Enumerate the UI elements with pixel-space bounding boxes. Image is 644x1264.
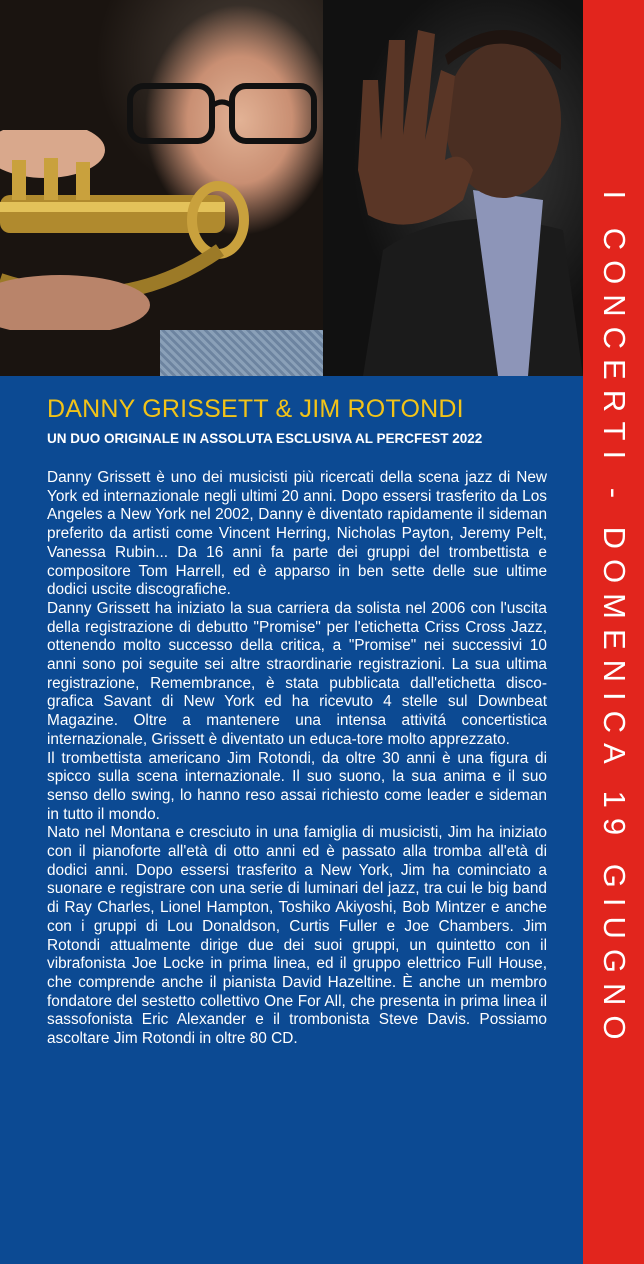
sidebar-date-text: I CONCERTI - DOMENICA 19 GIUGNO (596, 190, 632, 1050)
person-shape (323, 0, 583, 376)
article (47, 393, 547, 1049)
photo-raised-hand-man (323, 0, 583, 376)
paragraph: Danny Grissett ha iniziato la sua carriera da solista nel 2006 con l'uscita della registrazione di debutto "Promise" per l'etichetta Criss Cross Jazz, ottenendo molto successo della critica, a "Promise" nei successivi 10 anni sono poi seguite sei altre straordinarie registrazioni. La sua ultima registrazione, Remembrance, è stata pubblicata dall'etichetta disco-grafica Savant di New York ed ha ricevuto 4 stelle sul Downbeat Magazine. Oltre a mantenere una intensa attivitá concertistica internazionale, Grissett è diventato un educa-tore molto apprezzato. (47, 599, 547, 748)
paragraph: Nato nel Montana e cresciuto in una famiglia di musicisti, Jim ha iniziato con il pianoforte all'età di otto anni ed è passato alla tromba all'età di dodici anni. Dopo essersi trasferito a New York, Jim ha cominciato a suonare e registrare con una serie di luminari del jazz, tra cui le big band di Ray Charles, Lionel Hampton, Toshiko Akiyoshi, Bob Mintzer e anche con i gruppi di Lou Donaldson, Curtis Fuller e Joe Chambers. Jim Rotondi attualmente dirige due dei suoi gruppi, un quintetto con il vibrafonista Joe Locke in prima linea, ed il gruppo elettrico Full House, che comprende anche il pianista David Hazeltine. È anche un membro fondatore del sestetto collettivo One For All, che presenta in prima linea il sassofonista Eric Alexander e il trombonista Steve Davis. Possiamo ascoltare Jim Rotondi in oltre 80 CD. (47, 824, 547, 1048)
trumpet-shape (0, 130, 250, 330)
paragraph: Danny Grissett è uno dei musicisti più ricercati della scena jazz di New York ed internazionale negli ultimi 20 anni. Dopo essersi trasferito da Los Angeles a New York nel 2002, Danny è diventato rapidamente il sideman preferito da artisti come Vincent Herring, Nicholas Payton, Jeremy Pelt, Vanessa Rubin... Da 16 anni fa parte dei gruppi del trombettista e compositore Tom Harrell, ed è apparso in ben sette delle sue ultime dodici uscite discografiche. (47, 469, 547, 599)
page-title: DANNY GRISSETT & JIM ROTONDI (47, 395, 464, 423)
shirt-pattern (160, 330, 323, 376)
header-photos (0, 0, 583, 376)
date-sidebar (583, 0, 644, 1264)
paragraph: Il trombettista americano Jim Rotondi, da oltre 30 anni è una figura di spicco sulla scena internazionale. Il suo suono, la sua anima e il suo senso dello swing, lo hanno reso assai richiesto come leader e sideman in tutto il mondo. (47, 749, 547, 823)
article-body (47, 469, 547, 1049)
page-subtitle: UN DUO ORIGINALE IN ASSOLUTA ESCLUSIVA AL PERCFEST 2022 (47, 431, 483, 446)
photo-trumpet-player (0, 0, 323, 376)
